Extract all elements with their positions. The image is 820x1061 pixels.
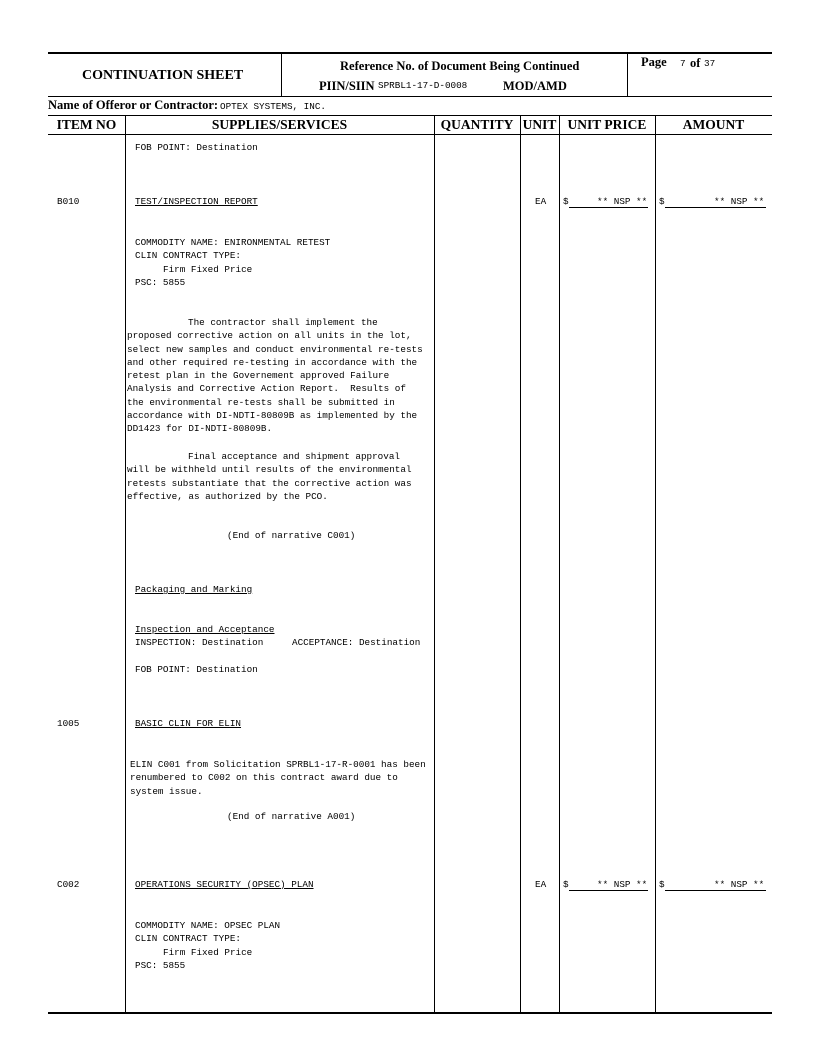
b010-p2-line-3: retests substantiate that the corrective action was <box>127 477 412 489</box>
c002-price-underline <box>569 890 648 891</box>
b010-paragraph-1 <box>127 316 423 436</box>
piin-label: PIIN/SIIN <box>319 79 375 93</box>
col-header-item-no: ITEM NO <box>56 117 117 132</box>
piin-value: SPRBL1-17-D-0008 <box>378 80 468 91</box>
c002-firm-fixed: Firm Fixed Price <box>163 946 253 958</box>
b010-p1-line-1: The contractor shall implement the <box>188 317 378 328</box>
col-header-amount: AMOUNT <box>682 117 745 132</box>
b010-price-value: ** NSP ** <box>597 196 648 207</box>
b010-p2-line-2: will be withheld until results of the environmental <box>127 464 412 476</box>
b010-p2-line-4: effective, as authorized by the PCO. <box>127 490 328 502</box>
i1005-line-2: renumbered to C002 on this contract award due to <box>130 772 398 784</box>
page-label: Page <box>641 55 667 69</box>
i1005-title: BASIC CLIN FOR ELIN <box>135 718 242 729</box>
offeror-label: Name of Offeror or Contractor: <box>48 98 219 112</box>
b010-paragraph-2 <box>127 450 412 503</box>
col-header-unit-price: UNIT PRICE <box>567 117 647 132</box>
item-no-1005: 1005 <box>57 718 80 729</box>
b010-end-narrative: (End of narrative C001) <box>227 530 356 541</box>
c002-price-dollar: $ <box>563 879 569 890</box>
b010-inspection-title: Inspection and Acceptance <box>135 624 275 635</box>
b010-title: TEST/INSPECTION REPORT <box>135 196 258 207</box>
b010-p1-line-6: Analysis and Corrective Action Report. Results of <box>127 383 406 395</box>
b010-p2-line-1: Final acceptance and shipment approval <box>188 451 401 462</box>
b010-p1-line-2: proposed corrective action on all units in the lot, <box>127 330 412 342</box>
col-header-supplies: SUPPLIES/SERVICES <box>211 117 348 132</box>
c002-amount-underline <box>665 890 766 891</box>
c002-psc: PSC: 5855 <box>135 959 186 971</box>
b010-inspection: INSPECTION: Destination <box>135 637 264 648</box>
c002-title: OPERATIONS SECURITY (OPSEC) PLAN <box>135 879 314 890</box>
b010-amount-dollar: $ <box>659 196 665 207</box>
header-divider-2 <box>627 52 628 96</box>
b010-amount-underline <box>665 207 766 208</box>
col-line-unit-price <box>655 115 656 1013</box>
header-bottom-rule <box>48 96 772 97</box>
b010-acceptance: ACCEPTANCE: Destination <box>292 637 421 648</box>
header-top-rule <box>48 52 772 54</box>
header-divider-1 <box>281 52 282 96</box>
b010-unit: EA <box>535 196 547 207</box>
b010-commodity: COMMODITY NAME: ENIRONMENTAL RETEST <box>135 237 331 248</box>
b010-firm-fixed: Firm Fixed Price <box>163 263 253 275</box>
b010-p1-line-9: DD1423 for DI-NDTI-80809B. <box>127 423 273 435</box>
col-line-item <box>125 115 126 1013</box>
reference-label: Reference No. of Document Being Continued <box>340 59 580 73</box>
col-line-quantity <box>520 115 521 1013</box>
b010-p1-line-3: select new samples and conduct environmental re-tests <box>127 343 423 355</box>
c002-clin-type: CLIN CONTRACT TYPE: <box>135 933 242 945</box>
b010-clin-info <box>135 236 330 289</box>
item-no-b010: B010 <box>57 196 80 207</box>
i1005-end-narrative: (End of narrative A001) <box>227 811 356 822</box>
b010-p1-line-4: and other required re-testing in accordance with the <box>127 356 418 368</box>
b010-amount-value: ** NSP ** <box>714 196 765 207</box>
fob-point-top: FOB POINT: Destination <box>135 142 258 153</box>
c002-unit: EA <box>535 879 547 890</box>
col-header-quantity: QUANTITY <box>440 117 514 132</box>
b010-p1-line-5: retest plan in the Governement approved Failure <box>127 370 390 382</box>
c002-price-value: ** NSP ** <box>597 879 648 890</box>
col-line-unit <box>559 115 560 1013</box>
b010-p1-line-7: the environmental re-tests shall be submitted in <box>127 396 395 408</box>
page-total: 37 <box>704 58 716 69</box>
i1005-description <box>130 758 426 798</box>
c002-commodity: COMMODITY NAME: OPSEC PLAN <box>135 920 281 931</box>
c002-amount-dollar: $ <box>659 879 665 890</box>
b010-price-dollar: $ <box>563 196 569 207</box>
page-number: 7 <box>680 58 686 69</box>
page-bottom-rule <box>48 1012 772 1014</box>
column-header-top-rule <box>48 115 772 116</box>
b010-fob-point: FOB POINT: Destination <box>135 664 258 675</box>
offeror-value: OPTEX SYSTEMS, INC. <box>220 101 327 112</box>
item-no-c002: C002 <box>57 879 80 890</box>
page-of-label: of <box>690 56 701 70</box>
col-line-supplies <box>434 115 435 1013</box>
b010-clin-type: CLIN CONTRACT TYPE: <box>135 250 242 262</box>
c002-amount-value: ** NSP ** <box>714 879 765 890</box>
column-header-bottom-rule <box>48 134 772 135</box>
i1005-line-3: system issue. <box>130 785 203 797</box>
b010-price-underline <box>569 207 648 208</box>
b010-psc: PSC: 5855 <box>135 276 186 288</box>
col-header-unit: UNIT <box>522 117 557 132</box>
b010-packaging-marking: Packaging and Marking <box>135 584 253 595</box>
mod-amd-label: MOD/AMD <box>503 79 567 93</box>
i1005-line-1: ELIN C001 from Solicitation SPRBL1-17-R-0001 has been <box>130 759 426 770</box>
b010-p1-line-8: accordance with DI-NDTI-80809B as implemented by the <box>127 410 418 422</box>
c002-clin-info <box>135 919 280 972</box>
sheet-title: CONTINUATION SHEET <box>82 68 244 83</box>
